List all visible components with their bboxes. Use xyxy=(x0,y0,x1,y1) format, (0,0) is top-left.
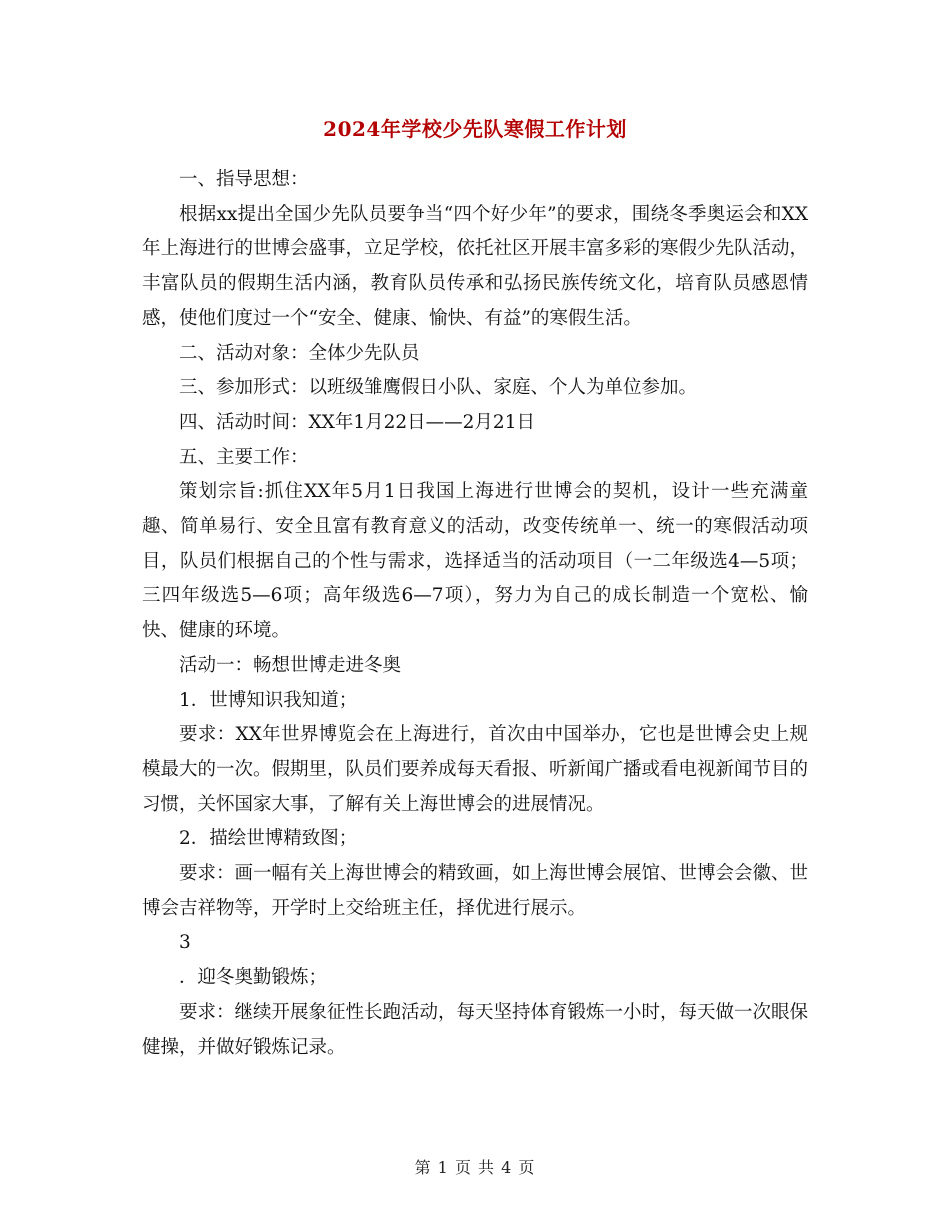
activity-requirement-3: 要求：继续开展象征性长跑活动，每天坚持体育锻炼一小时，每天做一次眼保健操，并做好锻炼记录。 xyxy=(142,1001,809,1058)
section-heading-guiding-thought: 一、指导思想： xyxy=(179,169,309,190)
section-heading-format: 三、参加形式：以班级雏鹰假日小队、家庭、个人为单位参加。 xyxy=(179,377,698,399)
document-body xyxy=(142,163,808,1065)
activity-item-3-number: 3 xyxy=(179,932,191,954)
activity-item-3: ．迎冬奥勤锻炼； xyxy=(179,967,328,989)
activity-item-1: 1．世博知识我知道； xyxy=(179,689,358,711)
activity-requirement-1: 要求：XX年世界博览会在上海进行，首次由中国举办，它也是世博会史上规模最大的一次。假期里，队员们要养成每天看报、听新闻广播或看电视新闻节目的习惯，关怀国家大事，了解有关上海世博会的进展情况。 xyxy=(142,724,809,815)
activity-heading: 活动一：畅想世博走进冬奥 xyxy=(179,654,402,676)
section-heading-main-work: 五、主要工作： xyxy=(179,446,309,468)
document-title: 2024年学校少先队寒假工作计划 xyxy=(323,117,627,141)
section-heading-time: 四、活动时间：XX年1月22日——2月21日 xyxy=(179,411,535,433)
section-heading-participants: 二、活动对象：全体少先队员 xyxy=(179,342,420,364)
paragraph-guiding-thought: 根据xx提出全国少先队员要争当“四个好少年”的要求，围绕冬季奥运会和XX年上海进行的世博会盛事，立足学校，依托社区开展丰富多彩的寒假少先队活动，丰富队员的假期生活内涵，教育队员传承和弘扬民族传统文化，培育队员感恩情感，使他们度过一个“安全、健康、愉快、有益”的寒假生活。 xyxy=(142,203,809,329)
activity-item-2: 2．描绘世博精致图； xyxy=(179,828,358,850)
paragraph-planning-purpose: 策划宗旨:抓住XX年5月1日我国上海进行世博会的契机，设计一些充满童趣、简单易行、安全且富有教育意义的活动，改变传统单一、统一的寒假活动项目，队员们根据自己的个性与需求，选择适当的活动项目（一二年级选4—5项；三四年级选5—6项；高年级选6—7项），努力为自己的成长制造一个宽松、愉快、健康的环境。 xyxy=(142,481,808,642)
activity-requirement-2: 要求：画一幅有关上海世博会的精致画，如上海世博会展馆、世博会会徽、世博会吉祥物等，开学时上交给班主任，择优进行展示。 xyxy=(142,863,809,919)
page-footer: 第 1 页 共 4 页 xyxy=(414,1158,536,1177)
